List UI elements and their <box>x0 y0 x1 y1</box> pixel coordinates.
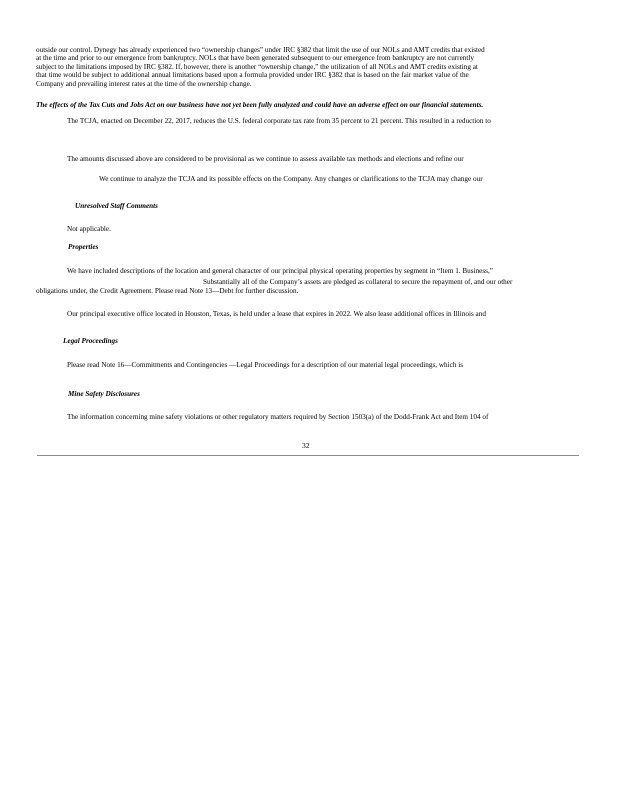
nol-line-1: outside our control. Dynegy has already experienced two “ownership changes” under IRC §382 that limit the use of our NOLs and AMT credits that existed <box>36 46 485 54</box>
tcja-paragraph-3: We continue to analyze the TCJA and its possible effects on the Company. Any changes or clarifications to the TCJA may change our <box>99 175 483 183</box>
nol-line-2: at the time and prior to our emergence from bankruptcy. NOLs that have been generated subsequent to our emergence from bankruptcy are not currently <box>36 54 474 62</box>
tcja-paragraph-1: The TCJA, enacted on December 22, 2017, reduces the U.S. federal corporate tax rate from 35 percent to 21 percent. This resulted in a reduction to <box>67 117 491 125</box>
page-number: 32 <box>302 441 310 450</box>
unresolved-staff-comments-heading: Unresolved Staff Comments <box>75 202 158 210</box>
legal-proceedings-heading: Legal Proceedings <box>63 337 118 345</box>
nol-line-4: that time would be subject to additional annual limitations based upon a formula provided under IRC §382 that is based on the fair market value of the <box>36 71 469 79</box>
properties-heading: Properties <box>68 243 99 251</box>
mine-safety-text: The information concerning mine safety violations or other regulatory matters required by Section 1503(a) of the Dodd-Frank Act and Item 104 of <box>67 413 489 421</box>
properties-line-3: obligations under, the Credit Agreement. Please read Note 13—Debt for further discussion. <box>36 287 299 295</box>
footer-divider <box>37 455 579 456</box>
nol-line-5: Company and prevailing interest rates at the time of the ownership change. <box>36 80 252 88</box>
unresolved-staff-comments-text: Not applicable. <box>67 225 111 233</box>
nol-line-3: subject to the limitations imposed by IRC §382. If, however, there is another “ownership change,” the utilization of all NOLs and AMT credits existing at <box>36 63 478 71</box>
properties-line-2: Substantially all of the Company’s assets are pledged as collateral to secure the repayment of, and our other <box>203 278 513 286</box>
tcja-paragraph-2: The amounts discussed above are considered to be provisional as we continue to assess available tax methods and elections and refine our <box>67 155 464 163</box>
properties-line-1: We have included descriptions of the location and general character of our principal physical operating properties by segment in “Item 1. Business,” <box>67 267 493 275</box>
legal-proceedings-text: Please read Note 16—Commitments and Contingencies —Legal Proceedings for a description of our material legal proceedings, which is <box>67 361 464 369</box>
properties-line-4: Our principal executive office located in Houston, Texas, is held under a lease that expires in 2022. We also lease additional offices in Illinois and <box>67 310 486 318</box>
mine-safety-heading: Mine Safety Disclosures <box>68 390 140 398</box>
tcja-heading: The effects of the Tax Cuts and Jobs Act on our business have not yet been fully analyzed and could have an adverse effect on our financial statements. <box>36 101 484 109</box>
